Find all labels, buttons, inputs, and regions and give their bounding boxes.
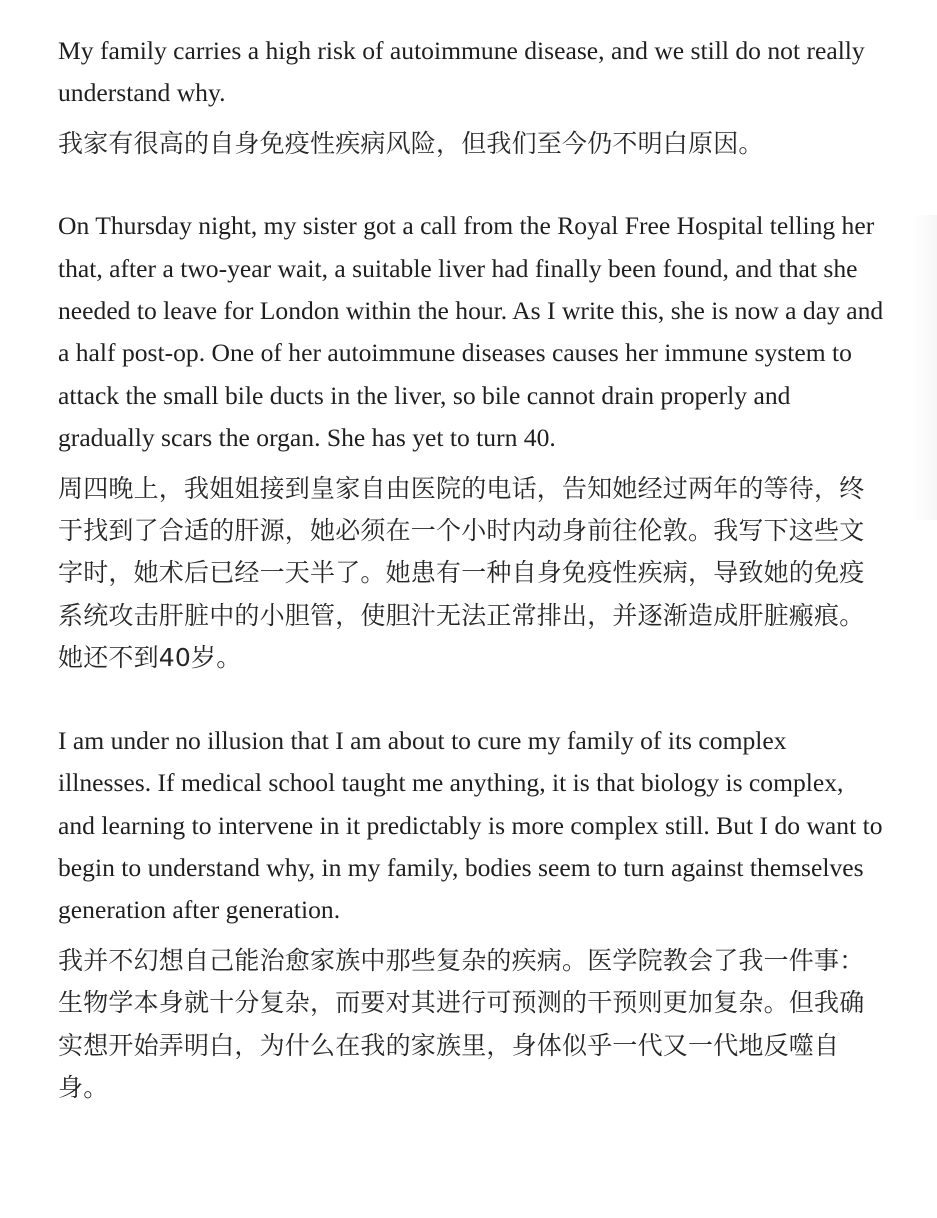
paragraph-block-2	[58, 205, 884, 679]
paragraph-block-1	[58, 30, 884, 165]
scroll-edge-shadow	[911, 215, 937, 520]
chinese-translation: 周四晚上，我姐姐接到皇家自由医院的电话，告知她经过两年的等待，终于找到了合适的肝源，她必须在一个小时内动身前往伦敦。我写下这些文字时，她术后已经一天半了。她患有一种自身免疫性疾病，导致她的免疫系统攻击肝脏中的小胆管，使胆汁无法正常排出，并逐渐造成肝脏瘢痕。她还不到40岁。	[58, 473, 865, 673]
english-paragraph: I am under no illusion that I am about to cure my family of its complex illnesses. If medical school taught me anything, it is that biology is complex, and learning to intervene in it predictably is more complex still. But I do want to begin to understand why, in my family, bodies seem to turn against themselves generation after generation.	[58, 725, 883, 925]
chinese-translation: 我家有很高的自身免疫性疾病风险，但我们至今仍不明白原因。	[58, 128, 764, 158]
bilingual-article	[58, 30, 884, 1149]
english-paragraph: On Thursday night, my sister got a call from the Royal Free Hospital telling her that, after a two-year wait, a suitable liver had finally been found, and that she needed to leave for London within the hour. As I write this, she is now a day and a half post-op. One of her autoimmune diseases causes her immune system to attack the small bile ducts in the liver, so bile cannot drain properly and gradually scars the organ. She has yet to turn 40.	[58, 211, 884, 453]
chinese-translation: 我并不幻想自己能治愈家族中那些复杂的疾病。医学院教会了我一件事：生物学本身就十分复杂，而要对其进行可预测的干预则更加复杂。但我确实想开始弄明白，为什么在我的家族里，身体似乎一代又一代地反噬自身。	[58, 945, 865, 1102]
paragraph-block-3	[58, 720, 884, 1110]
english-paragraph: My family carries a high risk of autoimmune disease, and we still do not really understand why.	[58, 36, 865, 108]
